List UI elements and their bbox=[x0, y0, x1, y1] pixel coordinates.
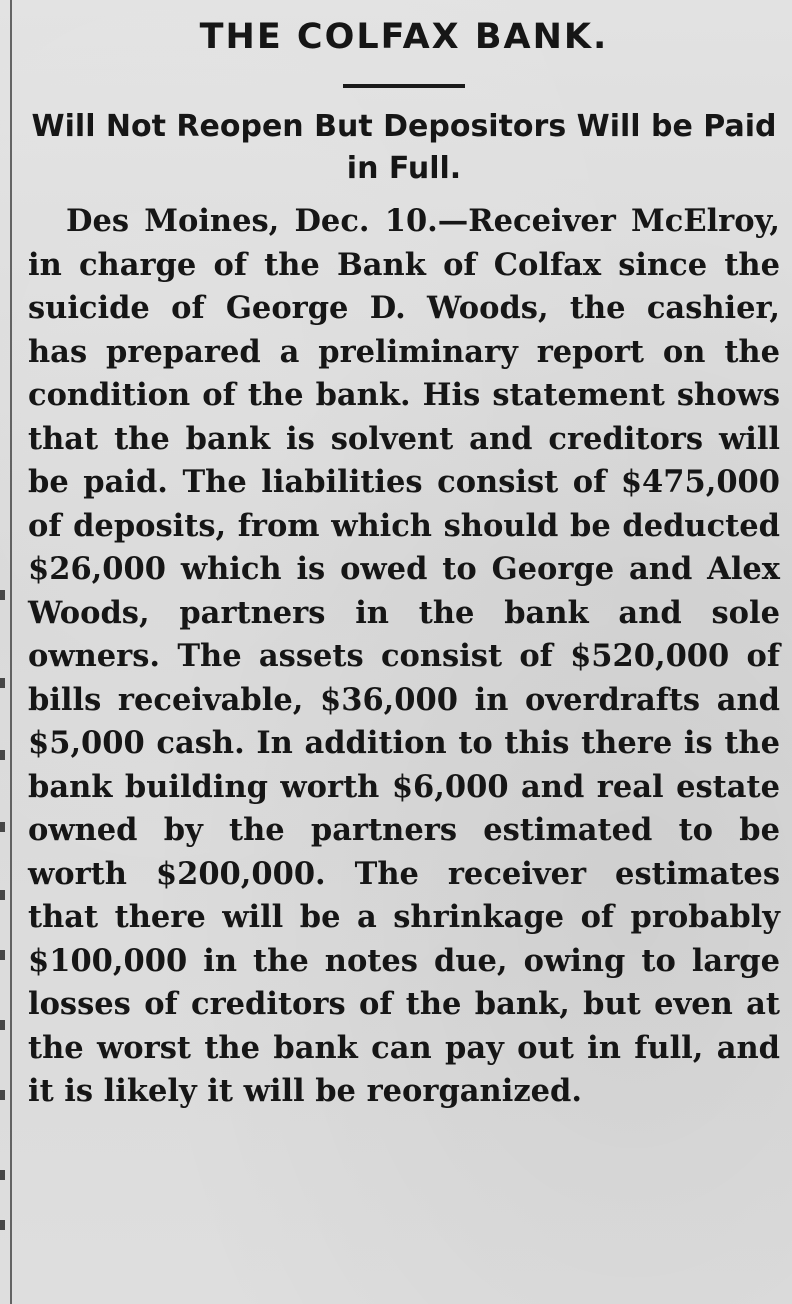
column-rule bbox=[10, 0, 12, 1304]
article-column bbox=[28, 14, 780, 1114]
subheadline: Will Not Reopen But Depositors Will be Paid in Full. bbox=[31, 109, 777, 186]
article-body: Des Moines, Dec. 10.—Receiver McElroy, in charge of the Bank of Colfax since the suicide of George D. Woods, the cashier, has prepared a preliminary report on the condition of the bank. His statement shows that the bank is solvent and creditors will be paid. The liabilities consist of $475,000 of deposits, from which should be deducted $26,000 which is owed to George and Alex Woods, partners in the bank and sole owners. The assets consist of $520,000 of bills receivable, $36,000 in overdrafts and $5,000 cash. In addition to this there is the bank building worth $6,000 and real estate owned by the partners estimated to be worth $200,000. The receiver estimates that there will be a shrinkage of probably $100,000 in the notes due, owing to large losses of creditors of the bank, but even at the worst the bank can pay out in full, and it is likely it will be reorganized. bbox=[28, 203, 780, 1109]
headline-divider bbox=[343, 84, 465, 88]
headline: THE COLFAX BANK. bbox=[199, 17, 609, 57]
adjacent-column-fragments bbox=[0, 590, 8, 1290]
